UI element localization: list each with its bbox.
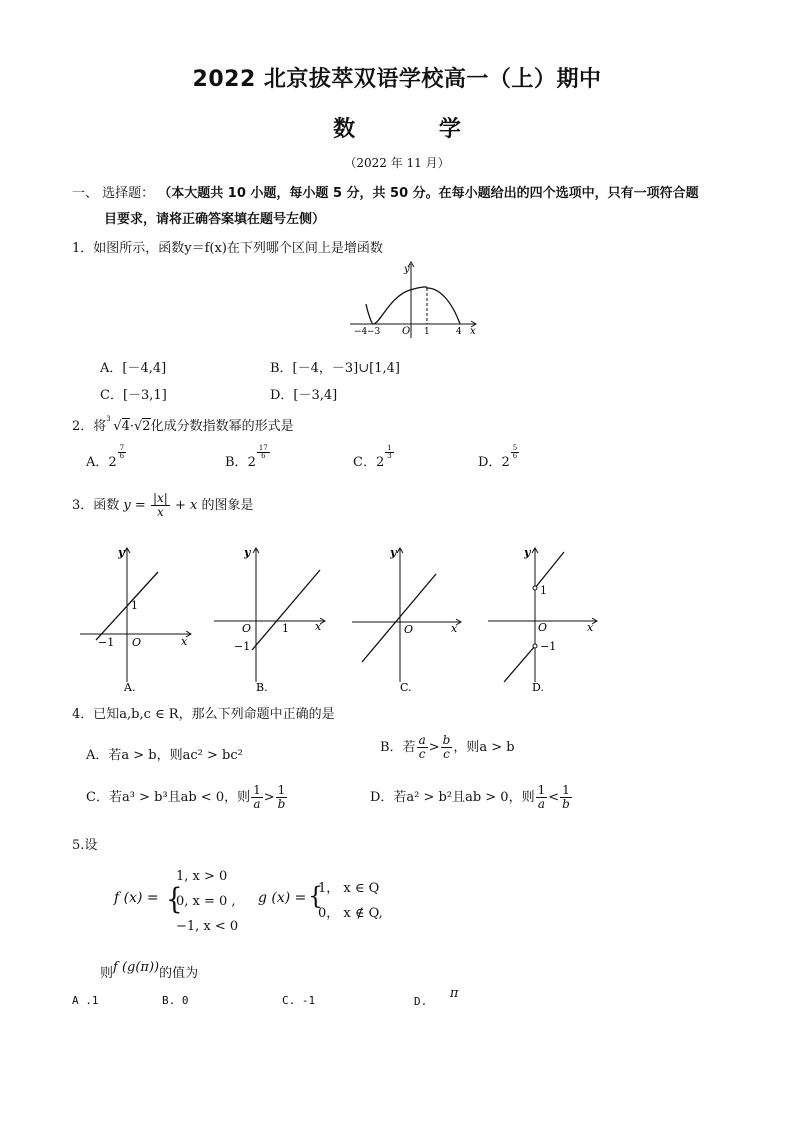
question-3-stem: [72, 492, 253, 519]
question-5-ask: [100, 962, 198, 981]
q3-d-y: y: [524, 546, 531, 559]
q3-d-caption: D.: [532, 681, 544, 694]
question-1-option-a: A．[－4,4]: [100, 361, 167, 376]
section-label: 一、 选择题：: [72, 186, 155, 201]
q2-root-index: 3: [106, 415, 111, 423]
q2-root-body: 4: [121, 419, 130, 434]
q5-f-case-1: 1, x > 0: [176, 869, 228, 884]
q1-curve: [366, 287, 460, 324]
q4-d-f2n: 1: [560, 784, 572, 798]
subject-title: 数 学: [333, 117, 499, 142]
q3-stem-pre: 3．函数: [72, 498, 120, 513]
q4-d-op: <: [548, 790, 560, 805]
q4-b-f2n: b: [442, 733, 451, 747]
q4-c-frac2: [276, 784, 288, 811]
question-4-stem: 4．已知a,b,c ∈ R，那么下列命题中正确的是: [72, 707, 335, 722]
q3-a-neg-one: −1: [98, 636, 115, 649]
q2-stem-post: 化成分数指数幂的形式是: [150, 419, 294, 434]
q3-y-eq: y =: [123, 498, 146, 513]
q1-origin-label: O: [402, 326, 411, 337]
q3-c-y: y: [390, 546, 397, 559]
q5-g-case-2: 0， x ∉ Q: [318, 906, 379, 921]
q1-tick-neg4: −4: [354, 327, 368, 337]
q1-tick-neg3: −3: [367, 327, 381, 337]
question-2-option-a: [86, 444, 127, 470]
q4-c-f1d: a: [253, 797, 261, 811]
q3-d-o: O: [538, 621, 548, 634]
question-1-option-d: D．[－3,4]: [270, 388, 338, 403]
q3-a-y: y: [118, 546, 125, 559]
q4-d-f1d: a: [537, 797, 545, 811]
q5-d-label: D.: [414, 995, 428, 1008]
q2-c-den: 3: [387, 452, 392, 460]
q2-d-den: 6: [512, 452, 518, 460]
q2-c-num: 1: [387, 444, 392, 452]
q3-plus-x: + x: [174, 498, 198, 513]
question-2-stem: [72, 415, 294, 434]
question-2-option-d: [478, 444, 520, 470]
q4-c-frac1: [251, 784, 263, 811]
q4-c-pre: C．若a³ > b³且ab < 0，则: [86, 790, 251, 805]
q3-b-caption: B.: [256, 681, 268, 694]
q2-sqrt: √2: [134, 419, 151, 434]
q3-c-caption: C.: [400, 681, 412, 694]
q5-f-case-3: −1, x < 0: [176, 919, 239, 934]
q4-d-f2d: b: [562, 797, 570, 811]
q3-frac-den: x: [156, 505, 164, 519]
question-1-stem: 1．如图所示，函数y＝f(x)在下列哪个区间上是增函数: [72, 241, 383, 256]
q4-b-frac2: [441, 734, 453, 761]
q2-b-exponent: [257, 445, 270, 460]
q3-a-o: O: [132, 636, 142, 649]
q3-c-x: x: [451, 622, 458, 635]
exam-date: （2022 年 11 月）: [344, 156, 450, 170]
q2-dot: ·: [129, 419, 134, 434]
question-5-option-d: [414, 986, 459, 1009]
q2-b-base: 2: [247, 455, 256, 470]
q3-a-one: 1: [131, 599, 138, 612]
q4-b-f2d: c: [443, 747, 450, 761]
q4-d-pre: D．若a² > b²且ab > 0，则: [370, 790, 535, 805]
q1-tick-4: 4: [456, 327, 462, 337]
q2-b-label: B．: [225, 455, 248, 470]
q1-tick-1: 1: [424, 327, 430, 337]
q4-b-gt: >: [428, 740, 440, 755]
q5-ask-post: 的值为: [159, 966, 199, 981]
q4-c-f1n: 1: [253, 783, 261, 797]
q2-d-label: D．: [478, 455, 502, 470]
question-3-graph-d: [484, 544, 602, 694]
question-4-option-d: [370, 784, 573, 811]
q2-b-den: 6: [261, 452, 266, 460]
q4-b-frac1: [417, 734, 428, 761]
q2-a-base: 2: [108, 455, 117, 470]
question-2-option-b: [225, 444, 271, 470]
q5-g-case-1: 1， x ∈ Q: [318, 881, 380, 896]
q2-d-base: 2: [501, 455, 510, 470]
q3-d-x: x: [587, 621, 594, 634]
q2-a-label: A．: [86, 455, 109, 470]
q4-c-f2d: b: [277, 797, 286, 811]
q3-a-x: x: [181, 635, 188, 648]
q5-f-case-2: 0, x = 0 ,: [176, 894, 236, 909]
q2-a-exponent: [118, 445, 126, 460]
question-1-option-c: C．[－3,1]: [100, 388, 167, 403]
q3-b-o: O: [242, 622, 252, 635]
q5-g-cases: [318, 876, 383, 926]
q2-sqrt-body: 2: [142, 419, 151, 434]
q1-y-label: y: [404, 264, 410, 275]
question-3-graph-a: [78, 544, 196, 694]
q3-b-x: x: [315, 620, 322, 633]
q3-d-one: 1: [540, 584, 547, 597]
question-3-graph-b: [212, 544, 330, 694]
q2-c-base: 2: [375, 455, 385, 470]
q3-frac-num: |x|: [152, 491, 168, 505]
question-5-stem: 5.设: [72, 838, 98, 853]
q3-b-line: [252, 570, 320, 650]
q3-b-one: 1: [282, 622, 289, 635]
question-3-graph-c: [348, 544, 466, 694]
q2-d-num: 5: [512, 444, 518, 452]
section-instructions-2: 目要求，请将正确答案填在题号左侧）: [104, 212, 326, 227]
q3-d-neg-one: −1: [540, 640, 557, 653]
q3-stem-post: 的图象是: [201, 498, 254, 513]
q5-f-brace: {: [166, 883, 183, 917]
q2-a-num: 7: [119, 444, 125, 452]
q3-c-line: [362, 574, 436, 662]
q2-stem-pre: 2．将: [72, 419, 107, 434]
q4-b-post: ，则a > b: [453, 740, 515, 755]
q4-b-f1d: c: [418, 747, 426, 761]
q4-b-pre: B．若: [380, 740, 416, 755]
q5-d-value: π: [449, 986, 459, 1001]
q3-d-line-lower: [504, 646, 535, 682]
q3-a-caption: A.: [124, 681, 136, 694]
q5-ask-pre: 则: [100, 966, 114, 981]
q5-g-tail: ,: [378, 906, 383, 921]
q5-g-lhs: g (x) =: [258, 890, 307, 906]
q3-b-neg-one: −1: [234, 640, 251, 653]
q4-c-op: >: [263, 790, 275, 805]
section-instructions-1: （本大题共 10 小题，每小题 5 分，共 50 分。在每小题给出的四个选项中，只有一项符合题: [158, 186, 699, 201]
q5-ask-expr: f (g(π)): [113, 960, 160, 975]
q2-d-exponent: [511, 445, 519, 460]
q2-b-num: 17: [258, 444, 268, 452]
question-1-option-b: B．[－4，－3]∪[1,4]: [270, 361, 400, 376]
q4-d-frac1: [536, 784, 548, 811]
question-1-graph: [340, 258, 480, 340]
q4-b-f1n: a: [418, 733, 426, 747]
q3-c-o: O: [404, 623, 414, 636]
q2-cube-root: 3 √4: [106, 415, 130, 434]
question-5-option-c: C. -1: [282, 994, 316, 1007]
q4-d-f1n: 1: [537, 783, 546, 797]
q3-d-line-upper: [535, 552, 564, 588]
question-5-option-a: A .1: [72, 994, 99, 1007]
q3-b-y: y: [244, 546, 251, 559]
q4-c-f2n: 1: [276, 784, 288, 798]
question-5-option-b: B. 0: [162, 994, 189, 1007]
q2-a-den: 6: [119, 452, 125, 460]
q5-f-lhs: f (x) =: [114, 890, 159, 906]
exam-title: 2022 北京拔萃双语学校高一（上）期中: [192, 67, 602, 92]
question-4-option-c: [86, 784, 288, 811]
question-4-option-a: A．若a > b，则ac² > bc²: [86, 748, 243, 763]
q4-d-frac2: [560, 784, 572, 811]
q5-g-brace: {: [308, 882, 324, 910]
q2-c-label: C．: [353, 455, 376, 470]
q2-c-exponent: [385, 445, 393, 460]
question-4-option-b: [380, 734, 515, 761]
q1-x-label: x: [470, 326, 476, 337]
q5-f-cases: [176, 864, 238, 939]
q3-fraction: [151, 492, 170, 519]
section-heading: [72, 182, 699, 201]
question-2-option-c: [353, 444, 395, 470]
